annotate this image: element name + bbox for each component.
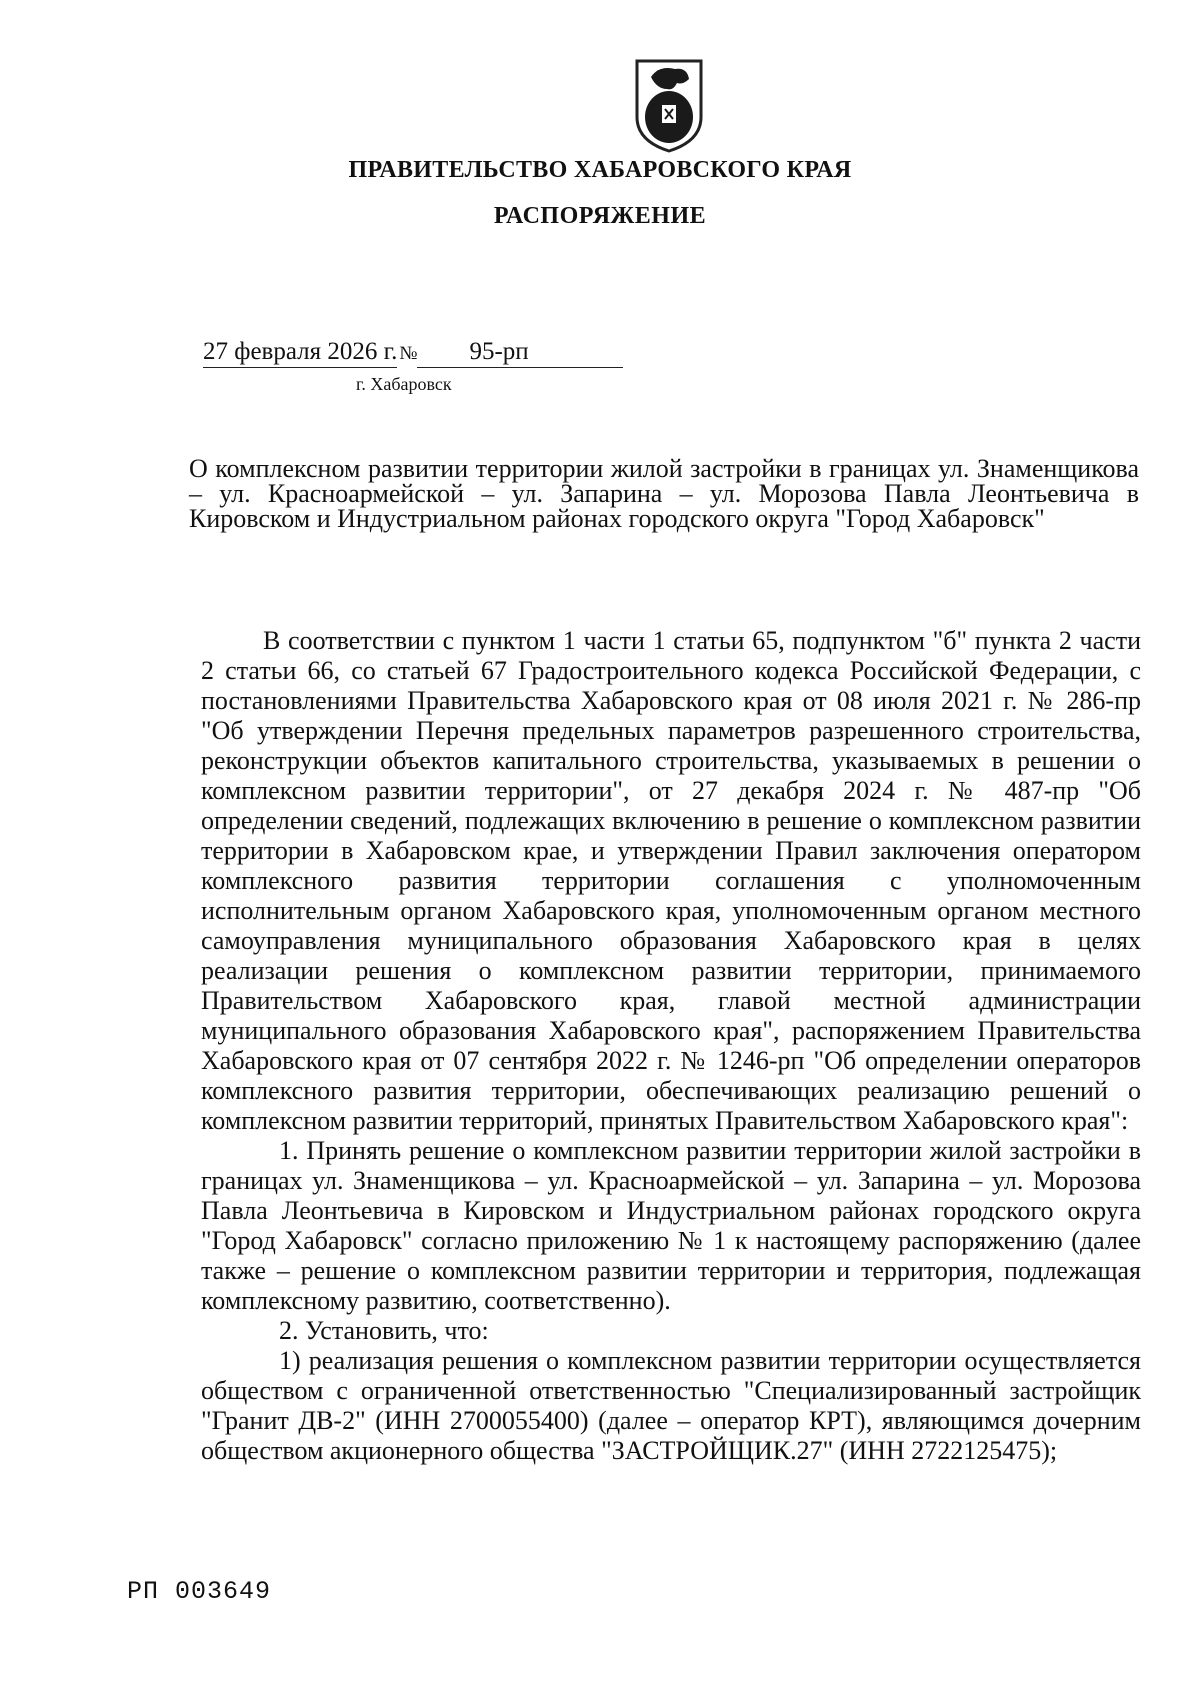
number-sign: № <box>399 343 418 364</box>
document-body <box>201 626 1141 1466</box>
preamble-paragraph: В соответствии с пунктом 1 части 1 статьи 65, подпунктом "б" пункта 2 части 2 статьи 66, со статьей 67 Градостроительного кодекса Российской Федерации, с постановлениями Правительства Хабаровского края от 08 июля 2021 г. № 286-пр "Об утверждении Перечня предельных параметров разрешенного строительства, реконструкции объектов капитального строительства, указываемых в решении о комплексном развитии территории", от 27 декабря 2024 г. № 487-пр "Об определении сведений, подлежащих включению в решение о комплексном развитии территории в Хабаровском крае, и утверждении Правил заключения оператором комплексного развития территории соглашения с уполномоченным исполнительным органом Хабаровского края, уполномоченным органом местного самоуправления муниципального образования Хабаровского края в целях реализации решения о комплексном развитии территории, принимаемого Правительством Хабаровского края, главой местной администрации муниципального образования Хабаровского края", распоряжением Правительства Хабаровского края от 07 сентября 2022 г. № 1246-рп "Об определении операторов комплексного развития территории, обеспечивающих реализацию решений о комплексном развитии территорий, принятых Правительством Хабаровского края": <box>201 626 1141 1135</box>
document-number: 95-рп <box>417 338 623 368</box>
document-type: РАСПОРЯЖЕНИЕ <box>493 203 707 229</box>
document-subject: О комплексном развитии территории жилой застройки в границах ул. Знаменщикова – ул. Красноармейской – ул. Запарина – ул. Морозова Павла Леонтьевича в Кировском и Индустриальном районах городского округа "Город Хабаровск" <box>189 454 1139 533</box>
coat-of-arms-icon <box>629 55 709 155</box>
date-number-line <box>203 338 623 368</box>
item-1-paragraph: 1. Принять решение о комплексном развитии территории жилой застройки в границах ул. Знаменщикова – ул. Красноармейской – ул. Запарина – ул. Морозова Павла Леонтьевича в Кировском и Индустриальном районах городского округа "Город Хабаровск" согласно приложению № 1 к настоящему распоряжению (далее также – решение о комплексном развитии территории и территория, подлежащая комплексному развитию, соответственно). <box>201 1136 1141 1315</box>
organization-title: ПРАВИТЕЛЬСТВО ХАБАРОВСКОГО КРАЯ <box>348 157 852 183</box>
item-2-paragraph: 2. Установить, что: <box>279 1316 489 1345</box>
document-date: 27 февраля 2026 г. <box>203 338 397 368</box>
form-serial-code: РП 003649 <box>127 1577 272 1606</box>
city-label: г. Хабаровск <box>356 374 452 394</box>
item-2-1-paragraph: 1) реализация решения о комплексном развитии территории осуществляется обществом с ограниченной ответственностью "Специализированный застройщик "Гранит ДВ-2" (ИНН 2700055400) (далее – оператор КРТ), являющимся дочерним обществом акционерного общества "ЗАСТРОЙЩИК.27" (ИНН 2722125475); <box>201 1346 1141 1465</box>
